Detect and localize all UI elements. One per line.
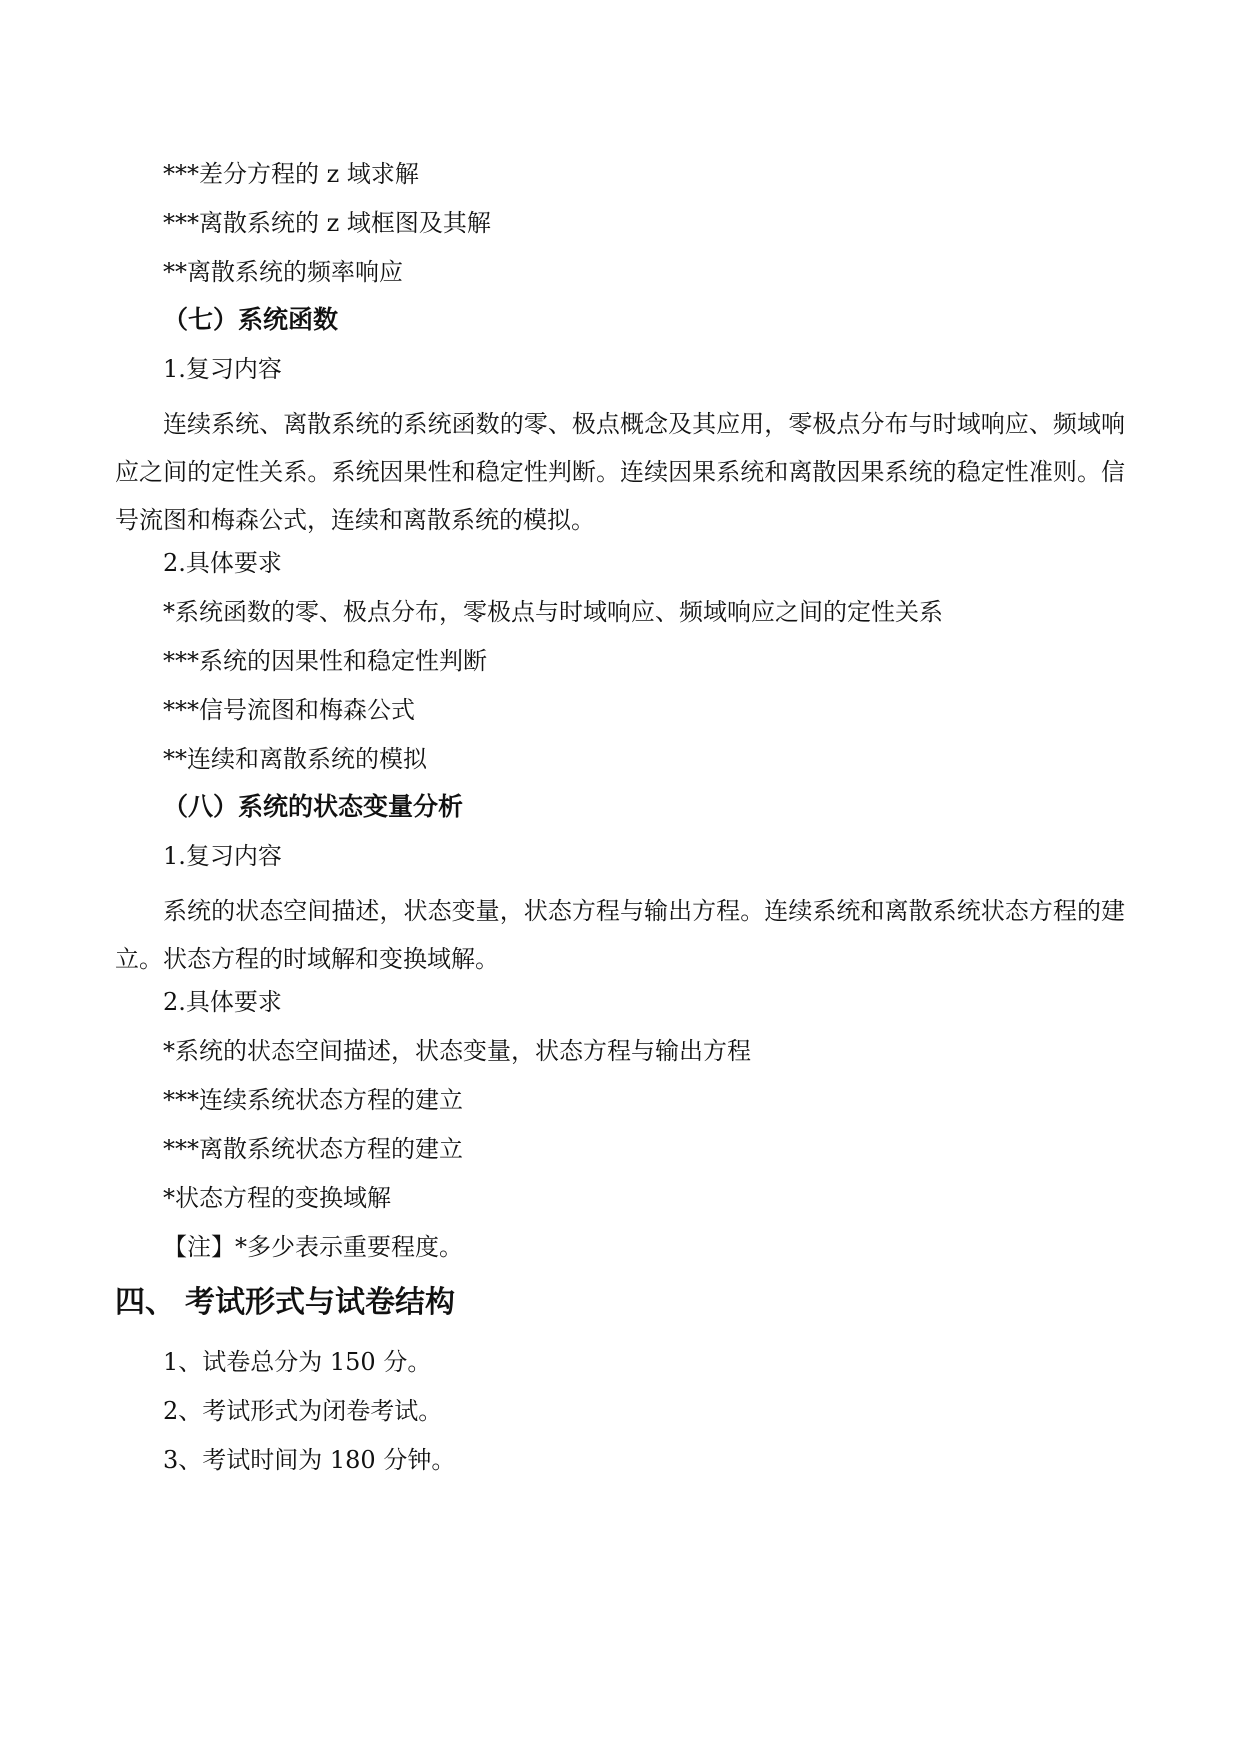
requirement-item: **连续和离散系统的模拟 xyxy=(163,745,427,773)
exam-item: 2、考试形式为闭卷考试。 xyxy=(163,1397,443,1425)
subsection-heading: 1.复习内容 xyxy=(163,842,282,870)
requirement-item: *系统函数的零、极点分布，零极点与时域响应、频域响应之间的定性关系 xyxy=(163,598,943,626)
requirement-item: *状态方程的变换域解 xyxy=(163,1184,391,1212)
requirement-item: ***离散系统状态方程的建立 xyxy=(163,1135,463,1163)
section-heading: （七）系统函数 xyxy=(163,305,339,334)
exam-item: 1、试卷总分为 150 分。 xyxy=(163,1348,432,1376)
paragraph: 连续系统、离散系统的系统函数的零、极点概念及其应用，零极点分布与时域响应、频域响应之间的定性关系。系统因果性和稳定性判断。连续因果系统和离散因果系统的稳定性准则。信号流图和梅森公式，连续和离散系统的模拟。 xyxy=(115,410,1125,534)
note: 【注】*多少表示重要程度。 xyxy=(163,1233,463,1261)
text-line: **离散系统的频率响应 xyxy=(163,258,403,286)
text-line: ***差分方程的 z 域求解 xyxy=(163,160,419,188)
part-title: 考试形式与试卷结构 xyxy=(185,1285,455,1320)
text-line: ***离散系统的 z 域框图及其解 xyxy=(163,209,491,237)
exam-item: 3、考试时间为 180 分钟。 xyxy=(163,1446,456,1474)
subsection-heading: 2.具体要求 xyxy=(163,549,282,577)
paragraph: 系统的状态空间描述，状态变量，状态方程与输出方程。连续系统和离散系统状态方程的建立。状态方程的时域解和变换域解。 xyxy=(115,897,1125,973)
requirement-item: ***连续系统状态方程的建立 xyxy=(163,1086,463,1114)
part-heading xyxy=(115,1284,455,1322)
requirement-item: ***信号流图和梅森公式 xyxy=(163,696,415,724)
subsection-heading: 1.复习内容 xyxy=(163,355,282,383)
subsection-heading: 2.具体要求 xyxy=(163,988,282,1016)
part-number: 四、 xyxy=(115,1285,175,1320)
requirement-item: ***系统的因果性和稳定性判断 xyxy=(163,647,487,675)
requirement-item: *系统的状态空间描述，状态变量，状态方程与输出方程 xyxy=(163,1037,751,1065)
section-heading: （八）系统的状态变量分析 xyxy=(163,792,464,821)
